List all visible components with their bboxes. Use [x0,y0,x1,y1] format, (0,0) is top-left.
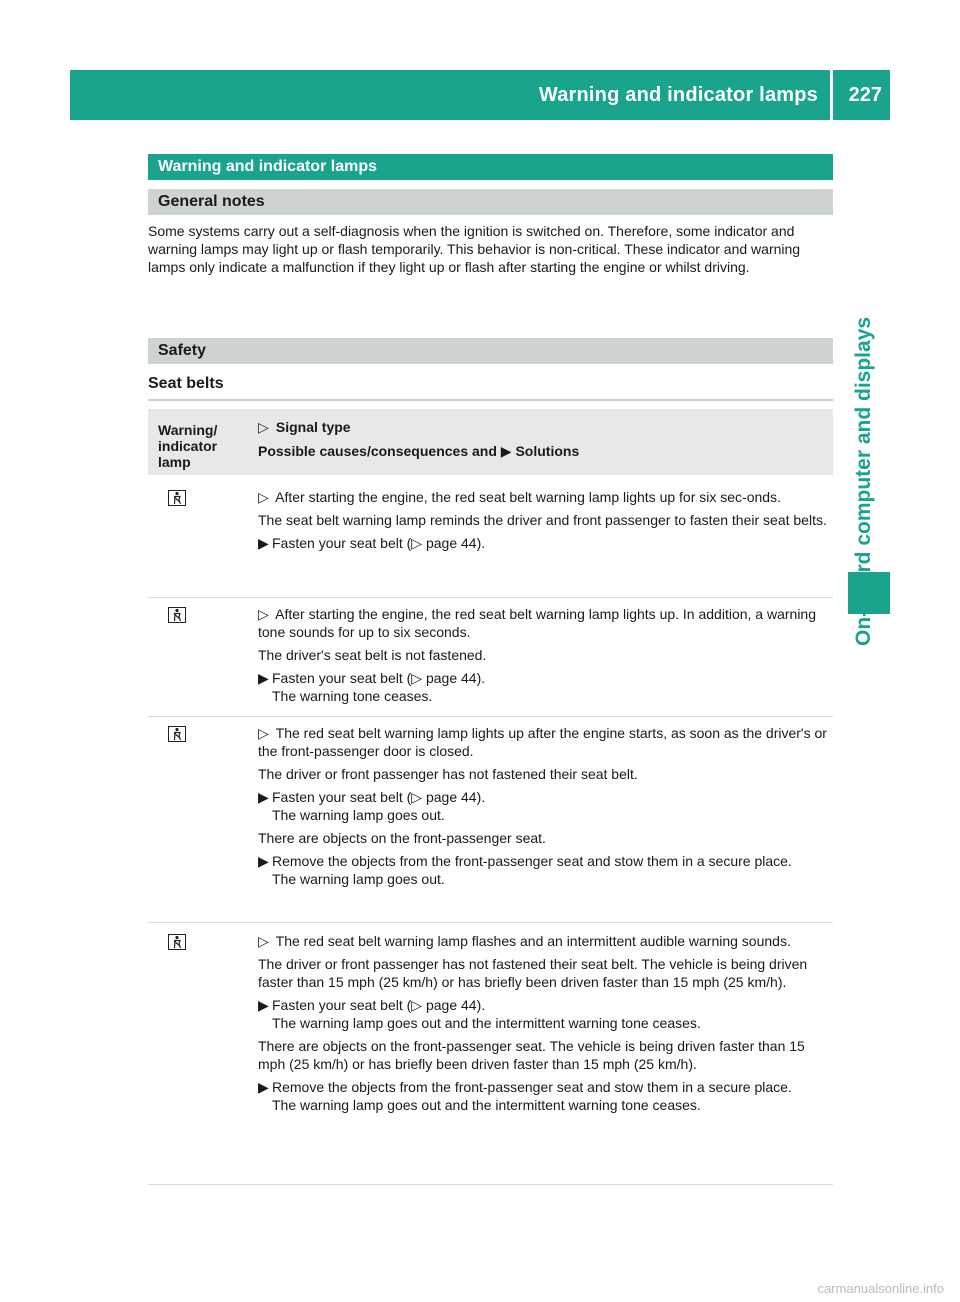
arrow-icon: ▶ [258,853,269,869]
seat-belts-heading: Seat belts [148,375,224,392]
seat-belt-warning-icon [168,934,186,950]
header-title: Warning and indicator lamps [538,84,818,106]
action-result: The warning lamp goes out and the intermittent warning tone ceases. [272,1097,701,1113]
divider [148,399,833,401]
page-reference-link[interactable]: page 44). [425,789,486,805]
signal-text: After starting the engine, the red seat belt warning lamp lights up for six sec-onds. [275,489,781,505]
reference-icon: ▷ [411,789,423,805]
reference-icon: ▷ [411,670,423,686]
column-header-causes: Possible causes/consequences and [258,443,497,459]
action-result: The warning lamp goes out. [272,807,445,823]
signal-icon: ▷ [258,933,269,949]
arrow-icon: ▶ [258,670,269,686]
seat-belt-warning-icon [168,726,186,742]
signal-text: The red seat belt warning lamp lights up after the engine starts, as soon as the driver's or the front-passenger door is closed. [258,725,827,759]
action-text: Fasten your seat belt ( [272,670,412,686]
action-result: The warning lamp goes out. [272,871,445,887]
cause-text: The driver or front passenger has not fastened their seat belt. [258,766,638,782]
page-header [70,70,890,120]
arrow-icon: ▶ [258,789,269,805]
arrow-icon: ▶ [258,535,269,551]
column-header-signal: Signal type [275,419,351,435]
row-divider [148,1184,833,1185]
action-text: Remove the objects from the front-passenger seat and stow them in a secure place. [272,853,792,869]
reference-icon: ▷ [411,997,423,1013]
page-number: 227 [848,84,882,106]
watermark: carmanualsonline.info [817,1281,944,1296]
row-divider [148,716,833,717]
page-reference-link[interactable]: page 44). [425,670,486,686]
header-divider [830,70,833,120]
page-reference-link[interactable]: page 44). [425,997,486,1013]
signal-icon: ▷ [258,606,269,622]
column-header-solutions: Solutions [515,443,580,459]
cause-text: There are objects on the front-passenger seat. The vehicle is being driven faster than 15 mph (25 km/h) or has briefly been driven faster than 15 mph (25 km/h). [258,1038,805,1072]
side-tab-label: On-board computer and displays [852,316,875,646]
signal-icon: ▷ [258,489,269,505]
safety-heading: Safety [148,338,833,364]
cause-text: The seat belt warning lamp reminds the driver and front passenger to fasten their seat belts. [258,512,827,528]
action-result: The warning lamp goes out and the intermittent warning tone ceases. [272,1015,701,1031]
column-header-description [258,419,579,467]
signal-icon: ▷ [258,725,269,741]
arrow-icon: ▶ [500,443,512,459]
column-header-lamp: Warning/ indicator lamp [158,422,218,470]
signal-text: After starting the engine, the red seat belt warning lamp lights up. In addition, a warning tone sounds for up to six seconds. [258,606,817,640]
row-divider [148,922,833,923]
arrow-icon: ▶ [258,1079,269,1095]
action-text: Fasten your seat belt ( [272,535,412,551]
arrow-icon: ▶ [258,997,269,1013]
page-reference-link[interactable]: page 44). [425,535,486,551]
general-notes-heading: General notes [148,189,833,215]
seat-belt-warning-icon [168,607,186,623]
table-header [148,409,833,475]
signal-text: The red seat belt warning lamp flashes and an intermittent audible warning sounds. [275,933,791,949]
action-result: The warning tone ceases. [272,688,433,704]
cause-text: The driver's seat belt is not fastened. [258,647,487,663]
signal-icon: ▷ [258,419,269,435]
row-divider [148,597,833,598]
action-text: Remove the objects from the front-passenger seat and stow them in a secure place. [272,1079,792,1095]
cause-text: There are objects on the front-passenger seat. [258,830,546,846]
section-title: Warning and indicator lamps [148,154,833,180]
seat-belt-warning-icon [168,490,186,506]
cause-text: The driver or front passenger has not fastened their seat belt. The vehicle is being driven faster than 15 mph (25 km/h) or has briefly been driven faster than 15 mph (25 km/h). [258,956,808,990]
general-notes-text: Some systems carry out a self-diagnosis when the ignition is switched on. Therefore, some indicator and warning lamps may light up or flash temporarily. This behavior is non-critical. These indicator and warning lamps only indicate a malfunction if they light up or flash after starting the engine or whilst driving. [148,223,801,275]
action-text: Fasten your seat belt ( [272,997,412,1013]
action-text: Fasten your seat belt ( [272,789,412,805]
reference-icon: ▷ [411,535,423,551]
